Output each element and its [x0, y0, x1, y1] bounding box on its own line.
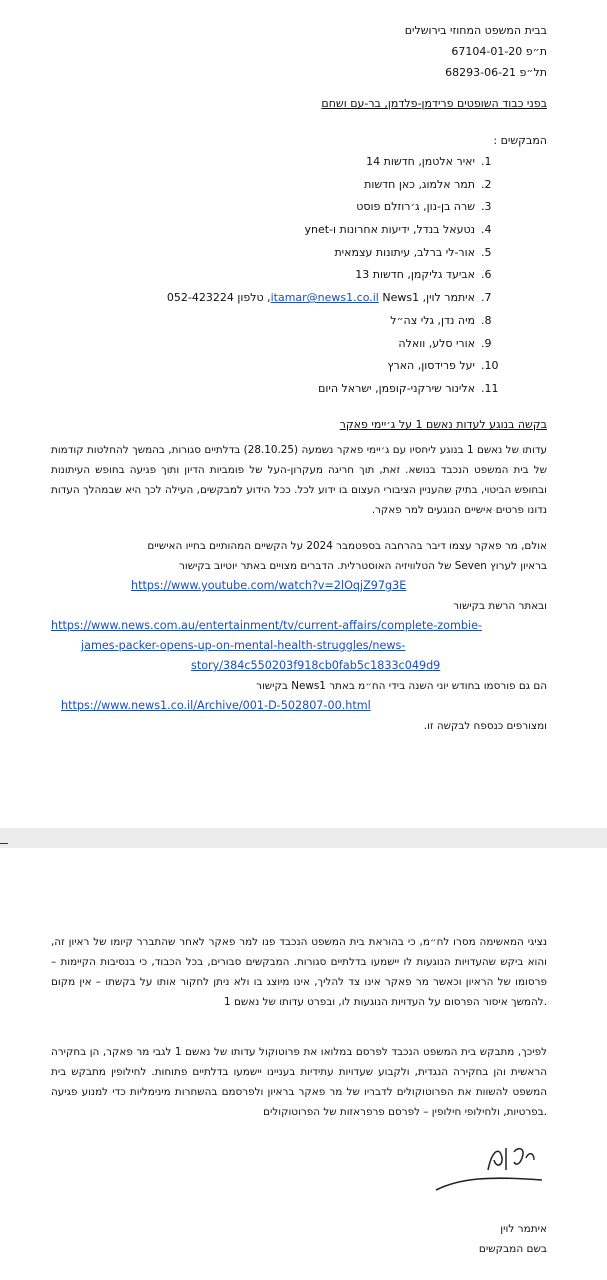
paragraph-3: נציגי המאשימה מסרו לח״מ, כי בהוראת בית המשפט הנכבד פנו למר פאקר לאחר שהתברר קיומו של ראיון זה, והוא ביקש שהעדויות הנוגעות לו יישמעו בדלתיים סגורות. המבקשים סבורים, בכל הכבוד, כי בנסיבות הקיימות – פרסומו של הראיון וכאשר מר פאקר אינו צד להליך, אינו מיוצג בו ולא ניתן לחקור אותו על בקשתו – אין מקום להמשך איסור הפרסום על העדויות הנוגעות לו, ובפרט עדותו של נאשם 1. [51, 936, 547, 1008]
case-number-1: ת״פ 67104-01-20 [451, 45, 547, 58]
item-text: שרה בן-נון, ג׳רוזלם פוסט [356, 200, 475, 214]
item-number: 2. [481, 177, 492, 191]
paragraph-2-line-1: אולם, מר פאקר עצמו דיבר בהרחבה בספטמבר 2024 על הקשיים המהותיים בחייו האישיים [147, 540, 547, 552]
list-item [167, 311, 499, 334]
web-label: ובאתר הרשת בקישור [453, 600, 547, 612]
list-item [167, 197, 499, 220]
item-text: איתמר לוין, News1 [382, 291, 475, 305]
news1-label: הם גם פורסמו בחודש יוני השנה בידי הח״מ באתר News1 בקישור [256, 680, 547, 692]
item-text: אלינור שירקני-קופמן, ישראל היום [318, 381, 475, 395]
phone-text: , טלפון 052-423224 [166, 291, 271, 305]
item-text: יאיר אלטמן, חדשות 14 [366, 155, 475, 168]
news1-link[interactable]: https://www.news1.co.il/Archive/001-D-502807-00.html [61, 699, 371, 712]
item-text: יעל פרידסון, הארץ [387, 359, 475, 373]
item-number: 7. [481, 291, 492, 305]
item-text: תמר אלמוג, כאן חדשות [364, 177, 475, 191]
list-item [167, 379, 499, 402]
applicants-label: המבקשים : [493, 134, 547, 147]
item-number: 8. [481, 313, 492, 327]
signature [430, 1130, 550, 1204]
item-number: 10. [481, 359, 499, 373]
applicants-list [167, 152, 499, 402]
judges-line: בפני כבוד השופטים פרידמן-פלדמן, בר-עם ושחם [321, 97, 547, 110]
court-header [405, 20, 547, 83]
item-text: נטעאל בנדל, ידיעות אחרונות ו-ynet [304, 223, 475, 237]
request-title: בקשה בנוגע לעדות נאשם 1 על ג׳יימי פאקר [339, 418, 547, 431]
list-item [167, 265, 499, 288]
item-number: 5. [481, 245, 492, 259]
list-item [167, 334, 499, 357]
signer-block [479, 1219, 547, 1259]
paragraph-1: עדותו של נאשם 1 בנוגע ליחסיו עם ג׳יימי פאקר נשמעה (28.10.25) בדלתיים סגורות, בהמשך להחלטות קודמות של בית המשפט הנכבד בנושא. זאת, תוך חריגה מעקרון-העל של פומביות הדיון ותוך פגיעה בחופש העיתונות ובחופש הביטוי, בתיק שהעניין הציבורי העצום בו ידוע לכל. ככל הידוע למבקשים, העילה לכך היא שבמהלך העדות נדונו פרטים אישיים הנוגעים למר פאקר. [51, 444, 547, 516]
list-item [167, 243, 499, 266]
court-name: בבית המשפט המחוזי בירושלים [404, 24, 547, 37]
item-number: 6. [481, 268, 492, 282]
attached-label: ומצורפים כנספח לבקשה זו. [423, 720, 547, 732]
list-item [167, 175, 499, 198]
paragraph-2 [51, 536, 547, 736]
news-link-line-2[interactable]: james-packer-opens-up-on-mental-health-struggles/news- [81, 639, 406, 652]
news-link-line-3[interactable]: story/384c550203f918cb0fab5c1833c049d9 [191, 659, 441, 672]
signer-name: איתמר לוין [500, 1223, 547, 1235]
item-number: 1. [481, 155, 492, 168]
list-item [167, 356, 499, 379]
item-number: 9. [481, 336, 492, 350]
item-text: מיה נדן, גלי צה״ל [390, 313, 475, 327]
list-item [167, 288, 499, 311]
signer-role: בשם המבקשים [478, 1243, 547, 1255]
item-text: אביעד גליקמן, חדשות 13 [355, 268, 475, 282]
item-number: 4. [481, 223, 492, 237]
email-link[interactable]: itamar@news1.co.il [270, 291, 379, 305]
paragraph-2-line-2: בראיון לערוץ Seven של הטלוויזיה האוסטרלית. הדברים מצויים באתר יוטיוב בקישור [179, 560, 547, 572]
paragraph-4: לפיכך, מתבקש בית המשפט הנכבד לפרסם במלואו את פרוטוקול עדותו של נאשם 1 לגבי מר פאקר, הן בחקירה הראשית והן בחקירה הנגדית, ולקבוע שעדויות עתידיות בעניינו יישמעו בדלתיים פתוחות. לחילופין מתבקש בית המשפט להשוות את הפרוטוקולים לדבריו של מר פאקר בראיון ולפרסמם בהשחרות מינימליות כדי למנוע פגיעה בפרטיות, ולחילופי חילופין – לפרסם פרפראזות של הפרוטוקולים. [51, 1046, 547, 1118]
page-separator [0, 828, 607, 848]
list-item [167, 220, 499, 243]
case-number-2: תל״פ 68293-06-21 [445, 66, 547, 79]
list-item [167, 152, 499, 175]
youtube-link[interactable]: https://www.youtube.com/watch?v=2lOqjZ97g3E [131, 579, 407, 592]
item-text: אורי סלע, וואלה [398, 336, 475, 350]
item-number: 11. [481, 381, 499, 395]
item-text: אור-לי ברלב, עיתונות עצמאית [334, 245, 475, 259]
item-number: 3. [481, 200, 492, 214]
news-link-line-1[interactable]: https://www.news.com.au/entertainment/tv/current-affairs/complete-zombie- [51, 619, 482, 632]
